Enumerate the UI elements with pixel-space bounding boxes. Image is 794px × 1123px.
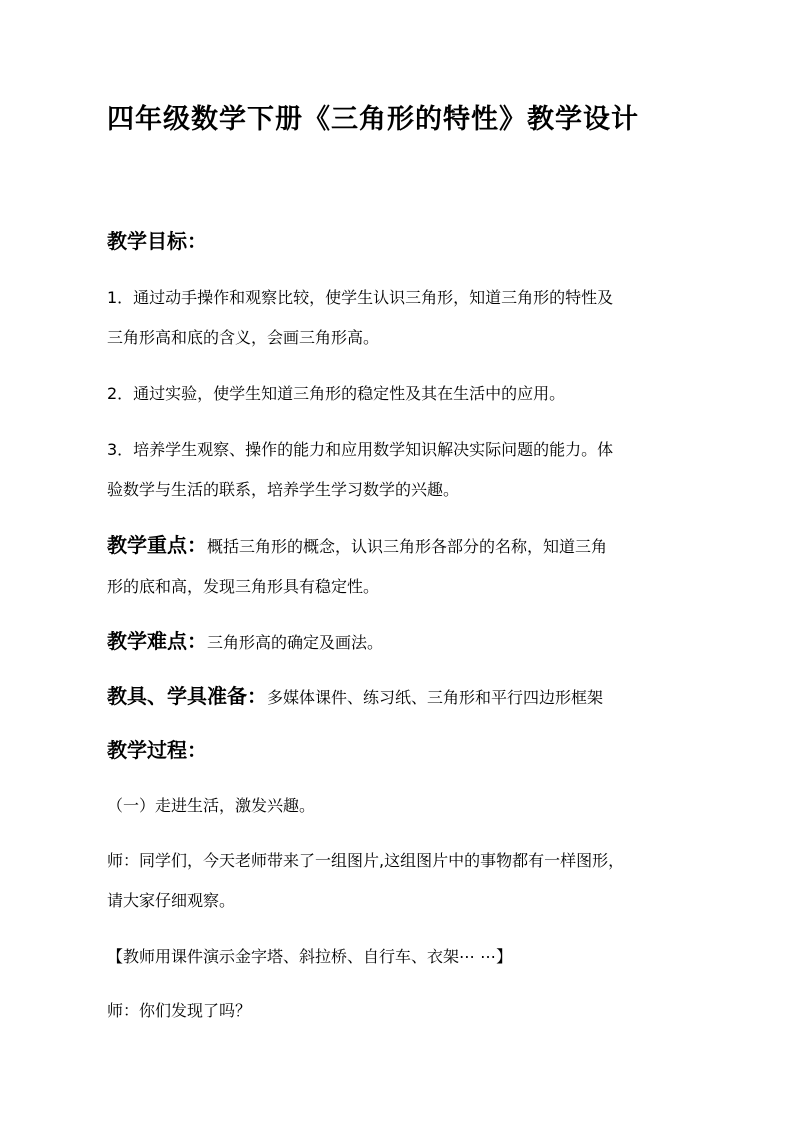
key-points-text-1: 概括三角形的概念，认识三角形各部分的名称，知道三角 (207, 537, 608, 556)
materials-heading: 教具、学具准备： (107, 684, 267, 708)
objectives-heading: 教学目标： (107, 229, 207, 253)
process-heading: 教学过程： (107, 738, 207, 762)
materials-line (107, 680, 603, 709)
process-section-1: （一）走进生活，激发兴趣。 (107, 796, 316, 815)
teacher-line-2: 师：你们发现了吗？ (107, 1001, 252, 1020)
key-points-line1 (107, 529, 607, 558)
document-title: 四年级数学下册《三角形的特性》教学设计 (107, 104, 639, 135)
objective-3-line2: 验数学与生活的联系，培养学生学习数学的兴趣。 (107, 480, 460, 499)
objective-1-line1: 1．通过动手操作和观察比较，使学生认识三角形，知道三角形的特性及 (107, 288, 614, 307)
objective-1-line2: 三角形高和底的含义，会画三角形高。 (107, 328, 380, 347)
teacher-line-1b: 请大家仔细观察。 (107, 891, 236, 910)
objective-3-line1: 3．培养学生观察、操作的能力和应用数学知识解决实际问题的能力。体 (107, 440, 614, 459)
key-points-heading: 教学重点： (107, 533, 207, 557)
key-points-line2: 形的底和高，发现三角形具有稳定性。 (107, 577, 380, 596)
difficulty-line (107, 625, 383, 654)
objective-2: 2．通过实验，使学生知道三角形的稳定性及其在生活中的应用。 (107, 384, 566, 403)
teacher-line-1a: 师：同学们，今天老师带来了一组图片,这组图片中的事物都有一样图形， (107, 851, 625, 870)
difficulty-text: 三角形高的确定及画法。 (207, 633, 384, 652)
difficulty-heading: 教学难点： (107, 629, 207, 653)
bracket-note: 【教师用课件演示金字塔、斜拉桥、自行车、衣架⋯ ⋯】 (107, 947, 513, 966)
materials-text: 多媒体课件、练习纸、三角形和平行四边形框架 (267, 688, 604, 707)
